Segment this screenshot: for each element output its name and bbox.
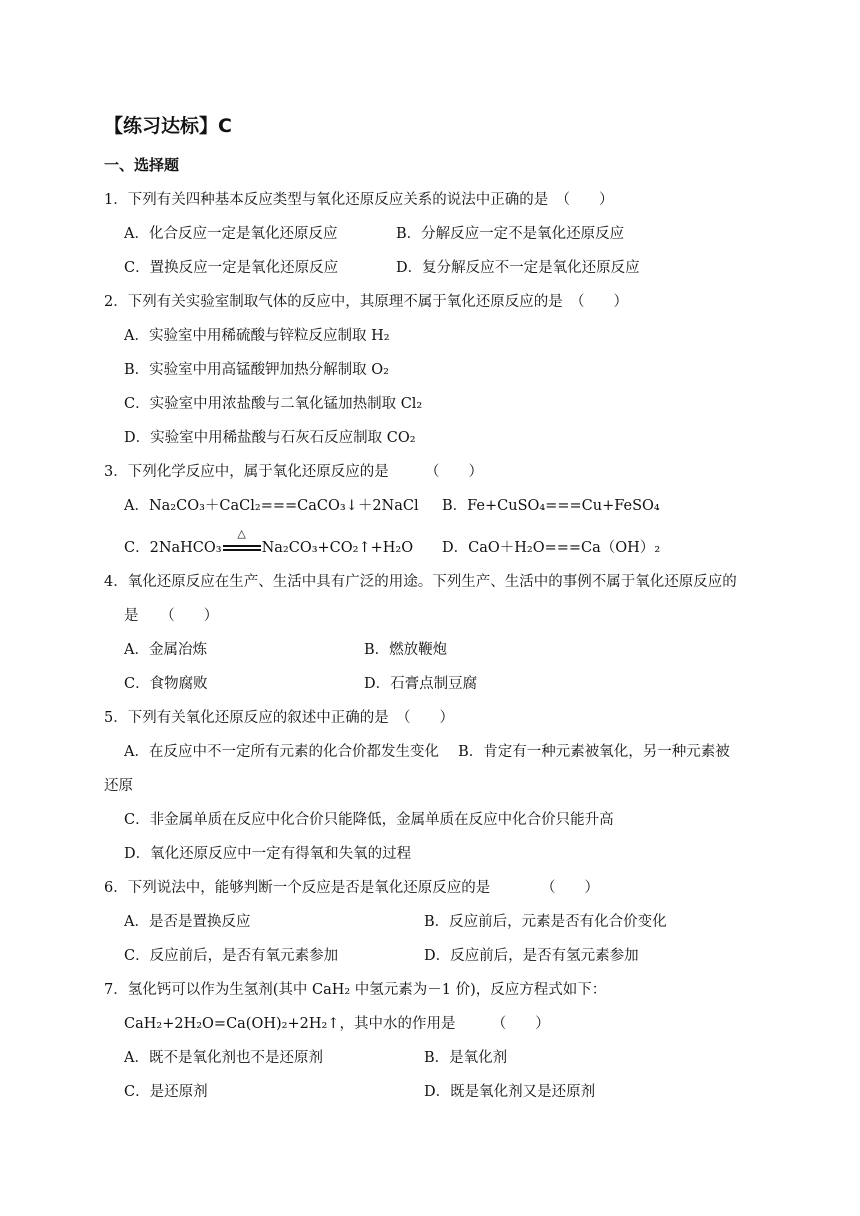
q3-option-c <box>124 527 414 558</box>
question-3-stem: 3．下列化学反应中，属于氧化还原反应的是 （ ） <box>104 464 483 480</box>
q3-option-d: D．CaO＋H₂O===Ca（OH）₂ <box>442 540 661 556</box>
q5-option-d: D．氧化还原反应中一定有得氧和失氧的过程 <box>124 846 412 862</box>
q2-option-b: B．实验室中用高锰酸钾加热分解制取 O₂ <box>124 362 389 378</box>
question-7-equation: CaH₂+2H₂O=Ca(OH)₂+2H₂↑，其中水的作用是 （ ） <box>124 1016 550 1032</box>
heat-triangle-icon: △ <box>237 527 246 540</box>
q7-option-a: A．既不是氧化剂也不是还原剂 <box>124 1050 323 1066</box>
q7-option-c: C．是还原剂 <box>124 1084 208 1100</box>
question-1-stem: 1．下列有关四种基本反应类型与氧化还原反应关系的说法中正确的是 （ ） <box>104 192 614 208</box>
question-6-stem: 6．下列说法中，能够判断一个反应是否是氧化还原反应的是 （ ） <box>104 880 599 896</box>
q6-option-b: B．反应前后，元素是否有化合价变化 <box>424 914 667 930</box>
question-7-stem: 7．氢化钙可以作为生氢剂(其中 CaH₂ 中氢元素为－1 价)，反应方程式如下： <box>104 982 607 998</box>
q4-option-c: C．食物腐败 <box>124 676 208 692</box>
q2-option-d: D．实验室中用稀盐酸与石灰石反应制取 CO₂ <box>124 430 416 446</box>
heating-condition-sign <box>223 527 261 554</box>
q1-option-a: A．化合反应一定是氧化还原反应 <box>124 226 338 242</box>
question-4-stem: 4．氧化还原反应在生产、生活中具有广泛的用途。下列生产、生活中的事例不属于氧化还原反应的 <box>104 574 737 590</box>
q4-option-b: B．燃放鞭炮 <box>364 642 448 658</box>
question-5-stem: 5．下列有关氧化还原反应的叙述中正确的是 （ ） <box>104 710 454 726</box>
question-4-stem-cont: 是 （ ） <box>124 608 219 624</box>
q4-option-a: A．金属冶炼 <box>124 642 207 658</box>
q3-option-c-products: Na₂CO₃+CO₂↑+H₂O <box>261 540 414 556</box>
q7-option-d: D．既是氧化剂又是还原剂 <box>424 1084 596 1100</box>
q3-option-b: B．Fe+CuSO₄===Cu+FeSO₄ <box>442 498 660 514</box>
q2-option-c: C．实验室中用浓盐酸与二氧化锰加热制取 Cl₂ <box>124 396 423 412</box>
section-heading: 一、选择题 <box>104 156 180 174</box>
question-2-stem: 2．下列有关实验室制取气体的反应中，其原理不属于氧化还原反应的是 （ ） <box>104 294 628 310</box>
q1-option-b: B．分解反应一定不是氧化还原反应 <box>396 226 625 242</box>
page-title: 【练习达标】C <box>104 115 232 137</box>
q6-option-c: C．反应前后，是否有氧元素参加 <box>124 948 339 964</box>
q5-options-a-b: A．在反应中不一定所有元素的化合价都发生变化 B．肯定有一种元素被氧化，另一种元素被 <box>124 744 730 760</box>
q5-options-a-b-cont: 还原 <box>104 778 133 794</box>
q6-option-a: A．是否是置换反应 <box>124 914 251 930</box>
q6-option-d: D．反应前后，是否有氢元素参加 <box>424 948 639 964</box>
q3-option-c-reactant: C．2NaHCO₃ <box>124 540 222 556</box>
q2-option-a: A．实验室中用稀硫酸与锌粒反应制取 H₂ <box>124 328 390 344</box>
q1-option-d: D．复分解反应不一定是氧化还原反应 <box>396 260 640 276</box>
q5-option-c: C．非金属单质在反应中化合价只能降低，金属单质在反应中化合价只能升高 <box>124 812 614 828</box>
q4-option-d: D．石膏点制豆腐 <box>364 676 478 692</box>
q3-option-a: A．Na₂CO₃＋CaCl₂===CaCO₃↓＋2NaCl <box>124 498 419 514</box>
q7-option-b: B．是氧化剂 <box>424 1050 508 1066</box>
q1-option-c: C．置换反应一定是氧化还原反应 <box>124 260 339 276</box>
